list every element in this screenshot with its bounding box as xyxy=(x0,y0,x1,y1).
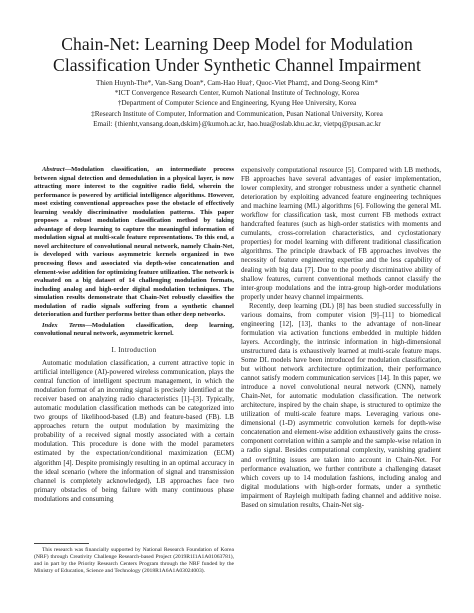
abstract-label: Abstract xyxy=(42,166,65,173)
abstract xyxy=(34,166,234,320)
paper-title: Chain-Net: Learning Deep Model for Modulation Classification Under Synthetic Channel Impairment xyxy=(53,34,421,75)
index-terms xyxy=(34,322,234,339)
affiliation-2: †Department of Computer Science and Engineering, Kyung Hee University, Korea xyxy=(117,99,357,108)
left-column xyxy=(34,166,234,504)
right-column xyxy=(241,166,441,510)
footnote: This research was financially supported by National Research Foundation of Korea (NRF) through Creativity Challenge Research-based Project (2019R1I1A1A01063781), and in part by the Priority Research Centers Program through the NRF funded by the Ministry of Education, Science and Technology (2018R1A6A1A03024003). xyxy=(34,547,234,574)
intro-paragraph-2: Recently, deep learning (DL) [8] has been studied successfully in various domains, from computer vision [9]–[11] to biomedical engineering [12], [13], thanks to the advantage of non-linear formulation via activation functions embedded in multiple hidden layers. Accordingly, the intrinsic information in high-dimensional unstructured data is exhaustively learned at multi-scale feature maps. Some DL models have been introduced for modulation classification, but without network architecture optimization, their performance cannot satisfy modern communication services [14]. In this paper, we introduce a novel convolutional neural network (CNN), namely Chain-Net, for automatic modulation classification. The network architecture, inspired by the chain shape, is structured to optimize the utilization of multi-scale feature maps. Leveraging various one-dimensional (1-D) asymmetric convolution kernels for depth-wise concatenation and element-wise addition exhaustively gains the cross-component correlation within a sample and the sample-wise relation in a radio signal. Besides computational complexity, vanishing gradient and overfitting issues are taken into account in Chain-Net. For performance evaluation, we further contribute a challenging dataset which covers up to 14 modulation fashions, including analog and digital modulations with high-order formats, under a synthetic impairment of Rayleigh multipath fading channel and additive noise. Based on simulation results, Chain-Net sig- xyxy=(241,301,441,509)
index-terms-text: —Modulation classification, deep learning, convolutional neural network, asymmetric kernel. xyxy=(34,321,234,338)
author-names: Thien Huynh-The*, Van-Sang Doan*, Cam-Hao Hua†, Quoc-Viet Pham‡, and Dong-Seong Kim* xyxy=(95,79,379,87)
author-block xyxy=(20,78,454,129)
footnote-rule xyxy=(34,543,89,544)
abstract-text: —Modulation classification, an intermediate process between signal detection and demodulation in a physical layer, is now attracting more interest to the cognitive radio field, wherein the performance is powered by artificial intelligence algorithms. However, most existing conventional approaches pose the obstacle of effectively learning weakly discriminative modulation patterns. This paper proposes a robust modulation classification method by taking advantage of deep learning to capture the meaningful information of modulation signal at multi-scale feature representations. To this end, a novel architecture of convolutional neural network, namely Chain-Net, is developed with various asymmetric kernels organized in two processing flows and associated via depth-wise concatenation and element-wise addition for optimizing feature utilization. The network is evaluated on a big dataset of 14 challenging modulation formats, including analog and high-order digital modulation techniques. The simulation results demonstrate that Chain-Net robustly classifies the modulation of radio signals suffering from a synthetic channel deterioration and further performs better than other deep networks. xyxy=(34,166,234,319)
section-heading: I. Introduction xyxy=(111,345,157,354)
author-emails: Email: {thienht,vansang.doan,dskim}@kumoh.ac.kr, hao.hua@oslab.khu.ac.kr, vietpq@pusan.ac.kr xyxy=(93,119,381,128)
index-terms-label: Index Terms xyxy=(42,321,86,329)
intro-paragraph-1: Automatic modulation classification, a current attractive topic in artificial intelligence (AI)-powered wireless communication, plays the central function of intelligent spectrum management, in which the modulation format of an incoming signal is precisely identified at the receiver based on analyzing radio characteristics [1]–[3]. Typically, automatic modulation classification methods can be categorized into two groups of likelihood-based (LB) and feature-based (FB). LB approaches return the output modulation by maximizing the probability of a received signal mostly associated with a certain modulation. This procedure is done with the model parameters estimated by the expectation/conditional maximization (ECM) algorithm [4]. Despite promisingly resulting in an optimal accuracy in the ideal scenario (where the information of signal and transmission channel is completely acknowledged), LB approaches face two primary obstacles of being failure with many continuous phase modulations and consuming xyxy=(34,358,234,503)
intro-paragraph-continued: expensively computational resource [5]. Compared with LB methods, FB approaches have several advantages of easier implementation, lower complexity, and stronger robustness under a synthetic channel deterioration by exploiting advanced feature engineering techniques and machine learning (ML) algorithms [6]. Following the general ML workflow for classification task, most current FB methods extract handcrafted features (such as high-order statistics with moments and cumulants, cross-correlation characteristics, and cyclostationary properties) for model learning with different traditional classification algorithms. The principle drawback of FB approaches involves the necessity of feature engineering expertise and the less capability of dealing with big data [7]. Due to the poorly discriminative ability of shallow features, current conventional methods cannot classify the inter-group modulations and the intra-group high-order modulations properly under heavy channel impairments. xyxy=(241,166,441,301)
affiliation-1: *ICT Convergence Research Center, Kumoh National Institute of Technology, Korea xyxy=(114,89,360,98)
affiliation-3: ‡Research Institute of Computer, Information and Communication, Pusan National University, Korea xyxy=(91,109,383,118)
